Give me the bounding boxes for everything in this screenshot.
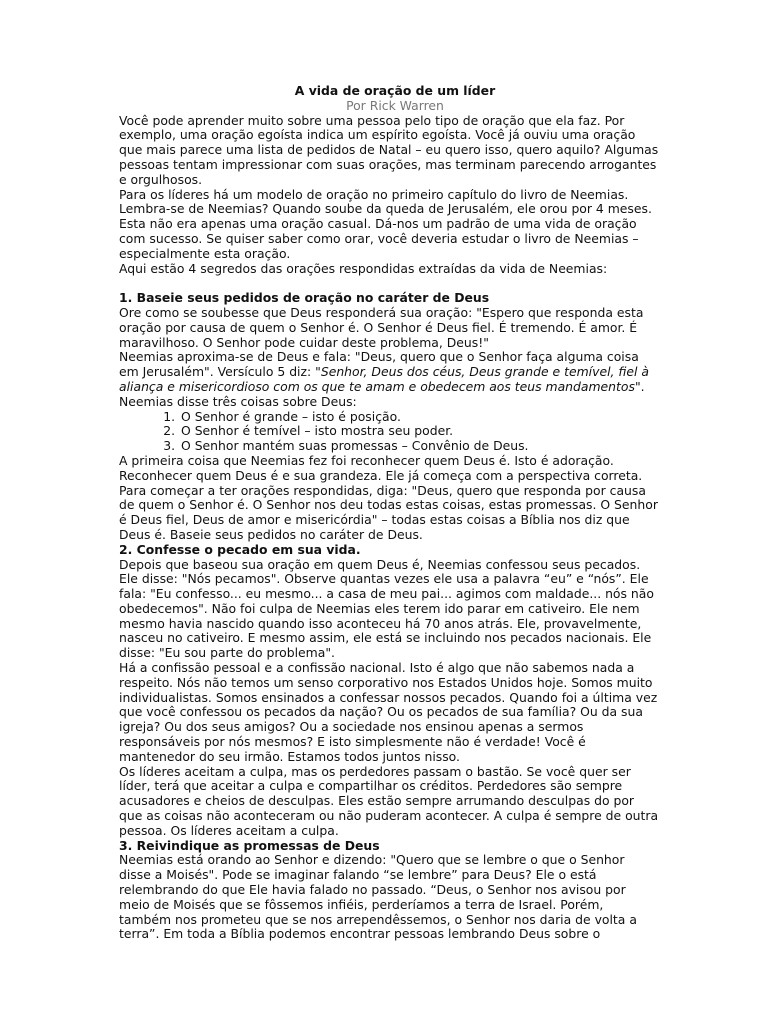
section-1-paragraph-2-start: Neemias aproxima-se de Deus e fala: "Deus, quero que o Senhor faça alguma coisa em Jerusalém". Versículo 5 diz: " xyxy=(119,349,639,380)
section-1-paragraph-2 xyxy=(119,350,659,409)
section-1-paragraph-2-end: ". Neemias disse três coisas sobre Deus: xyxy=(119,378,645,409)
section-2-paragraph-1: Depois que baseou sua oração em quem Deus é, Neemias confessou seus pecados. Ele disse: "Nós pecamos". Observe quantas vezes ele usa a palavra “eu” e “nós”. Ele fala: "Eu confesso... eu mesmo... a casa de meu pai... agimos com maldade... nós não obedecemos". Não foi culpa de Neemias eles terem ido parar em cativeiro. Ele nem mesmo havia nascido quando isso aconteceu há 70 anos atrás. Ele, provavelmente, nasceu no cativeiro. E mesmo assim, ele está se incluindo nos pecados nacionais. Ele disse: "Eu sou parte do problema". xyxy=(119,556,654,661)
intro-paragraph-2: Para os líderes há um modelo de oração no primeiro capítulo do livro de Neemias. Lembra-se de Neemias? Quando soube da queda de Jerusalém, ele orou por 4 meses. xyxy=(119,186,652,217)
section-2-paragraph-2: Há a confissão pessoal e a confissão nacional. Isto é algo que não sabemos nada a respeito. Nós não temos um senso corporativo nos Estados Unidos hoje. Somos muito individualistas. Somos ensinados a confessar nossos pecados. Quando foi a última vez que você confessou os pecados da nação? Ou os pecados de sua família? Ou da sua igreja? Ou dos seus amigos? Ou a sociedade nos ensinou apenas a sermos responsáveis por nós mesmos? E isto simplesmente não é verdade! Você é mantenedor do seu irmão. Estamos todos juntos nisso. xyxy=(119,660,658,764)
intro-paragraph-1: Você pode aprender muito sobre uma pessoa pelo tipo de oração que ela faz. Por exemplo, uma oração egoísta indica um espírito egoísta. Você já ouviu uma oração que mais parece uma lista de pedidos de Natal – eu quero isso, quero aquilo? Algumas pessoas tentam impressionar com suas orações, mas terminam parecendo arrogantes e orgulhosos. xyxy=(119,112,659,187)
document-author: Por Rick Warren xyxy=(346,97,444,113)
intro-paragraph-4: Aqui estão 4 segredos das orações respondidas extraídas da vida de Neemias: xyxy=(119,260,608,276)
section-2-heading: 2. Confesse o pecado em sua vida. xyxy=(119,541,361,557)
attributes-list xyxy=(119,410,659,454)
section-1-heading: 1. Baseie seus pedidos de oração no caráter de Deus xyxy=(119,290,490,306)
document-page xyxy=(119,84,659,942)
section-1-paragraph-3: A primeira coisa que Neemias fez foi reconhecer quem Deus é. Isto é adoração. Reconhecer quem Deus é e sua grandeza. Ele já começa com a perspectiva correta. Para começar a ter orações respondidas, diga: "Deus, quero que responda por causa de quem o Senhor é. O Senhor nos deu todas estas coisas, estas promessas. O Senhor é Deus fiel, Deus de amor e misericórdia" – todas estas coisas a Bíblia nos diz que Deus é. Baseie seus pedidos no caráter de Deus. xyxy=(119,452,658,542)
section-2-paragraph-3: Os líderes aceitam a culpa, mas os perdedores passam o bastão. Se você quer ser líder, terá que aceitar a culpa e compartilhar os créditos. Perdedores são sempre acusadores e cheios de desculpas. Eles estão sempre arrumando desculpas do por que as coisas não aconteceram ou não puderam acontecer. A culpa é sempre de outra pessoa. Os líderes aceitam a culpa. xyxy=(119,763,659,838)
intro-paragraph-3: Esta não era apenas uma oração casual. Dá-nos um padrão de uma vida de oração com sucesso. Se quiser saber como orar, você deveria estudar o livro de Neemias – especialmente esta oração. xyxy=(119,216,639,261)
list-item: 1. O Senhor é grande – isto é posição. xyxy=(179,410,659,425)
section-1-paragraph-1: Ore como se soubesse que Deus responderá sua oração: "Espero que responda esta oração por causa de quem o Senhor é. O Senhor é Deus fiel. É tremendo. É amor. É maravilhoso. O Senhor pode cuidar deste problema, Deus!" xyxy=(119,304,644,350)
scripture-quote: Senhor, Deus dos céus, Deus grande e temível, fiel à aliança e misericordioso com os que te amam e obedecem aos teus mandamentos xyxy=(119,364,649,394)
blank-line xyxy=(119,276,659,291)
section-3-paragraph-1: Neemias está orando ao Senhor e dizendo: "Quero que se lembre o que o Senhor disse a Moisés". Pode se imaginar falando “se lembre” para Deus? Ele o está relembrando do que Ele havia falado no passado. “Deus, o Senhor nos avisou por meio de Moisés que se fôssemos infiéis, perderíamos a terra de Israel. Porém, também nos prometeu que se nos arrependêssemos, o Senhor nos daria de volta a terra”. Em toda a Bíblia podemos encontrar pessoas lembrando Deus sobre o xyxy=(119,852,637,942)
list-item: 2. O Senhor é temível – isto mostra seu poder. xyxy=(179,424,659,439)
document-title: A vida de oração de um líder xyxy=(294,83,496,98)
list-item: 3. O Senhor mantém suas promessas – Convênio de Deus. xyxy=(179,439,659,454)
section-3-heading: 3. Reivindique as promessas de Deus xyxy=(119,837,380,853)
